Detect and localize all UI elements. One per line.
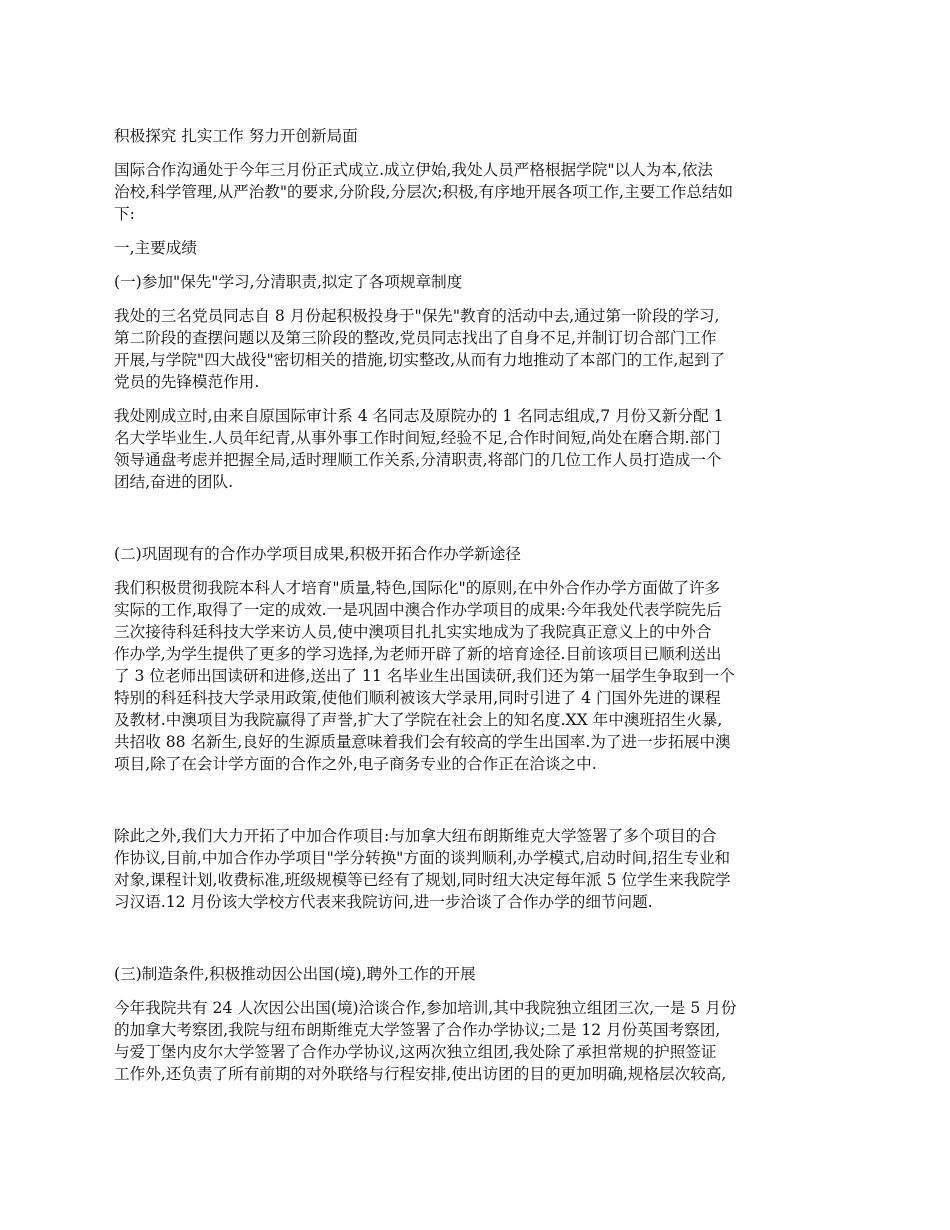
text-line: 名大学毕业生.人员年纪青,从事外事工作时间短,经验不足,合作时间短,尚处在磨合期.部门	[114, 429, 721, 447]
text-line: 三次接待科廷科技大学来访人员,使中澳项目扎扎实实地成为了我院真正意义上的中外合	[114, 623, 712, 641]
text-line: 与爱丁堡内皮尔大学签署了合作办学协议,这两次独立组团,我处除了承担常规的护照签证	[114, 1043, 717, 1061]
text-line: 党员的先锋模范作用.	[114, 373, 260, 391]
subsection-heading: (一)参加"保先"学习,分清职责,拟定了各项规章制度	[114, 273, 463, 291]
text-line: 对象,课程计划,收费标准,班级规模等已经有了规划,同时纽大决定每年派 5 位学生来我院学	[114, 871, 731, 889]
text-line: 我处刚成立时,由来自原国际审计系 4 名同志及原院办的 1 名同志组成,7 月份又新分配 1	[114, 407, 724, 425]
paragraph	[114, 405, 836, 493]
text-line: 项目,除了在会计学方面的合作之外,电子商务专业的合作正在洽谈之中.	[114, 755, 597, 773]
subsection-heading: (三)制造条件,积极推动因公出国(境),聘外工作的开展	[114, 965, 476, 983]
text-line: 治校,科学管理,从严治教"的要求,分阶段,分层次;积极,有序地开展各项工作,主要工作总结如	[114, 183, 734, 201]
intro-paragraph	[114, 159, 836, 225]
text-line: 国际合作沟通处于今年三月份正式成立.成立伊始,我处人员严格根据学院"以人为本,依法	[114, 161, 714, 179]
text-line: 共招收 88 名新生,良好的生源质量意味着我们会有较高的学生出国率.为了进一步拓展中澳	[114, 733, 731, 751]
text-line: 团结,奋进的团队.	[114, 473, 234, 491]
subsection-heading: (二)巩固现有的合作办学项目成果,积极开拓合作办学新途径	[114, 545, 521, 563]
text-line: 今年我院共有 24 人次因公出国(境)洽谈合作,参加培训,其中我院独立组团三次,一是 5 月份	[114, 999, 737, 1017]
paragraph	[114, 997, 836, 1085]
text-line: 开展,与学院"四大战役"密切相关的措施,切实整改,从而有力地推动了本部门的工作,起到了	[114, 351, 726, 369]
section-heading: 一,主要成绩	[114, 239, 197, 257]
text-line: 及教材.中澳项目为我院赢得了声誉,扩大了学院在社会上的知名度.XX 年中澳班招生火暴,	[114, 711, 723, 729]
document-body	[114, 125, 836, 1085]
text-line: 作办学,为学生提供了更多的学习选择,为老师开辟了新的培育途径.目前该项目已顺利送出	[114, 645, 722, 663]
text-line: 领导通盘考虑并把握全局,适时理顺工作关系,分清职责,将部门的几位工作人员打造成一个	[114, 451, 722, 469]
text-line: 习汉语.12 月份该大学校方代表来我院访问,进一步洽谈了合作办学的细节问题.	[114, 893, 653, 911]
text-line: 下:	[114, 205, 135, 223]
text-line: 了 3 位老师出国读研和进修,送出了 11 名毕业生出国读研,我们还为第一届学生争取到一个	[114, 667, 735, 685]
text-line: 工作外,还负责了所有前期的对外联络与行程安排,使出访团的目的更加明确,规格层次较高,	[114, 1065, 727, 1083]
text-line: 作协议,目前,中加合作办学项目"学分转换"方面的谈判顺利,办学模式,启动时间,招生专业和	[114, 849, 731, 867]
text-line: 的加拿大考察团,我院与纽布朗斯维克大学签署了合作办学协议;二是 12 月份英国考察团,	[114, 1021, 721, 1039]
text-line: 我处的三名党员同志自 8 月份起积极投身于"保先"教育的活动中去,通过第一阶段的学习,	[114, 307, 720, 325]
text-line: 特别的科廷科技大学录用政策,使他们顺利被该大学录用,同时引进了 4 门国外先进的课程	[114, 689, 721, 707]
text-line: 我们积极贯彻我院本科人才培育"质量,特色,国际化"的原则,在中外合作办学方面做了许多	[114, 579, 721, 597]
text-line: 实际的工作,取得了一定的成效.一是巩固中澳合作办学项目的成果:今年我处代表学院先后	[114, 601, 722, 619]
paragraph	[114, 305, 836, 393]
text-line: 第二阶段的查摆问题以及第三阶段的整改,党员同志找出了自身不足,并制订切合部门工作	[114, 329, 717, 347]
text-line: 除此之外,我们大力开拓了中加合作项目:与加拿大纽布朗斯维克大学签署了多个项目的合	[114, 827, 717, 845]
paragraph	[114, 825, 836, 913]
paragraph	[114, 577, 836, 775]
document-title: 积极探究 扎实工作 努力开创新局面	[114, 127, 358, 145]
